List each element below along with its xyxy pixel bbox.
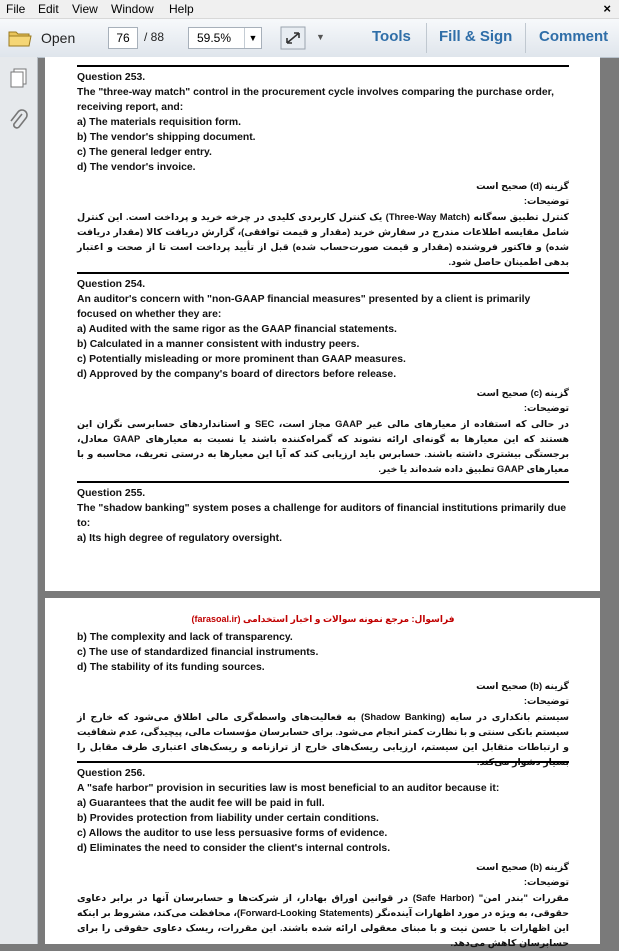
option-d: d) Approved by the company's board of directors before release. [77, 369, 397, 380]
menu-bar [0, 0, 619, 19]
option-b: b) Calculated in a manner consistent with industry peers. [77, 339, 360, 350]
question-stem: The "three-way match" control in the procurement cycle involves comparing the purchase order, receiving report, and: [77, 87, 554, 113]
open-button[interactable] [8, 27, 75, 49]
answer-line: گزینه (b) صحیح است [476, 680, 569, 691]
option-d: d) Eliminates the need to consider the client's internal controls. [77, 843, 391, 854]
open-label: Open [41, 30, 76, 46]
toolbar-divider [426, 23, 427, 53]
question-title: Question 253. [77, 72, 146, 83]
zoom-select[interactable] [188, 27, 262, 49]
option-c: c) The use of standardized financial instruments. [77, 647, 319, 658]
option-a: a) Its high degree of regulatory oversight. [77, 533, 282, 544]
pdf-page [45, 57, 600, 591]
comment-button[interactable]: Comment [539, 28, 609, 45]
menu-help[interactable]: Help [169, 2, 194, 16]
navigation-sidebar [0, 57, 38, 944]
zoom-value: 59.5% [197, 31, 232, 45]
page-count: / 88 [144, 30, 165, 44]
option-b: b) The complexity and lack of transparency. [77, 632, 293, 643]
answer-line: گزینه (b) صحیح است [476, 861, 569, 872]
explanation-text: مقررات "بندر امن" (Safe Harbor) در قوانین اوراق بهادار، از شرکت‌ها و حسابرسان آنها در برابر دعاوی حقوقی، به ویژه در مورد اظهارات آینده‌نگر (Forward-Looking Statements)، محافظت می‌کند، مشروط بر اینکه این اظهارات با حسن نیت و با مبنای معقولی ارائه شده باشند. این مقررات، ریسک دعاوی حقوقی را برای حسابرسان کاهش می‌دهد. [77, 891, 569, 949]
explanation-text: کنترل تطبیق سه‌گانه (Three-Way Match) یک کنترل کاربردی کلیدی در چرخه خرید و پرداخت است. این کنترل شامل مقایسه اطلاعات مندرج در سفارش خرید (مقدار و قیمت توافقی)، گزارش دریافت کالا (مقدار دریافت شده) و فاکتور فروشنده (مقدار و قیمت صورت‌حساب شده) قبل از تأیید پرداخت است تا از صحت و اعتبار بدهی اطمینان حاصل شود. [77, 210, 569, 268]
menu-file[interactable]: File [6, 2, 26, 16]
menu-window[interactable]: Window [111, 2, 154, 16]
tools-button[interactable]: Tools [372, 28, 411, 45]
page-number-input[interactable]: 76 [108, 27, 138, 49]
option-a: a) Guarantees that the audit fee will be paid in full. [77, 798, 325, 809]
option-b: b) Provides protection from liability under certain conditions. [77, 813, 379, 824]
question-title: Question 254. [77, 279, 146, 290]
question-block-255 [77, 481, 569, 546]
fit-page-icon[interactable] [280, 26, 306, 50]
explanation-label: توضیحات: [523, 402, 569, 414]
question-title: Question 256. [77, 768, 146, 779]
explanation-text: در حالی که استفاده از معیارهای مالی غیر GAAP مجاز است، SEC و استانداردهای حسابرسی نگران این هستند که این معیارها به گونه‌ای ارائه نشوند که گمراه‌کننده باشند یا نسبت به معیارهای GAAP معادل، برجستگی بیشتری داشته باشند. حسابرس باید ارزیابی کند که آیا این معیارها به درستی تعریف، محاسبه و با معیارهای GAAP تطبیق داده شده‌اند یا خیر. [77, 417, 569, 475]
explanation-text: سیستم بانکداری در سایه (Shadow Banking) به فعالیت‌های واسطه‌گری مالی اطلاق می‌شود که خارج از سیستم بانکی سنتی و با نظارت کمتر انجام می‌شود. برای حسابرسان مؤسسات مالی، پیچیدگی، عدم شفافیت و ارتباطات متقابل این سیستم، ارزیابی ریسک‌های خارج از ترازنامه و ریسک‌های اعتباری طرف مقابل را [77, 710, 569, 753]
question-block-255-continued [77, 630, 569, 770]
question-stem: An auditor's concern with "non-GAAP financial measures" presented by a client is primarily focused on whether they are: [77, 294, 531, 320]
option-d: d) The vendor's invoice. [77, 162, 196, 173]
attachment-paperclip-icon[interactable] [8, 109, 30, 133]
option-c: c) The general ledger entry. [77, 147, 212, 158]
option-a: a) The materials requisition form. [77, 117, 241, 128]
divider [77, 65, 569, 67]
explanation-label: توضیحات: [523, 876, 569, 888]
question-block-256 [77, 761, 569, 951]
divider [77, 761, 569, 763]
pdf-page [45, 598, 600, 949]
explanation-label: توضیحات: [523, 695, 569, 707]
menu-edit[interactable]: Edit [38, 2, 59, 16]
option-a: a) Audited with the same rigor as the GAAP financial statements. [77, 324, 397, 335]
toolbar-divider [525, 23, 526, 53]
question-stem: A "safe harbor" provision in securities law is most beneficial to an auditor because it: [77, 783, 500, 794]
option-c: c) Allows the auditor to use less persuasive forms of evidence. [77, 828, 388, 839]
option-b: b) The vendor's shipping document. [77, 132, 256, 143]
page-thumbnails-icon[interactable] [8, 67, 30, 89]
folder-icon [8, 29, 32, 47]
question-title: Question 255. [77, 488, 146, 499]
close-document-button[interactable]: × [603, 1, 611, 16]
fit-options-chevron-icon[interactable]: ▼ [316, 32, 325, 42]
menu-view[interactable]: View [72, 2, 98, 16]
answer-line: گزینه (c) صحیح است [476, 387, 569, 398]
option-d: d) The stability of its funding sources. [77, 662, 265, 673]
question-block-253 [77, 65, 569, 270]
divider [77, 481, 569, 483]
page-header-link[interactable]: فراسوال: مرجع نمونه سوالات و اخبار استخدامی (farasoal.ir) [191, 614, 455, 624]
question-stem: The "shadow banking" system poses a challenge for auditors of financial institutions primarily due to: [77, 503, 567, 529]
question-block-254 [77, 272, 569, 477]
chevron-down-icon[interactable]: ▼ [244, 28, 261, 48]
divider [77, 272, 569, 274]
toolbar [0, 19, 619, 58]
answer-line: گزینه (d) صحیح است [476, 180, 569, 191]
option-c: c) Potentially misleading or more prominent than GAAP measures. [77, 354, 406, 365]
fill-sign-button[interactable]: Fill & Sign [439, 28, 513, 45]
explanation-label: توضیحات: [523, 195, 569, 207]
